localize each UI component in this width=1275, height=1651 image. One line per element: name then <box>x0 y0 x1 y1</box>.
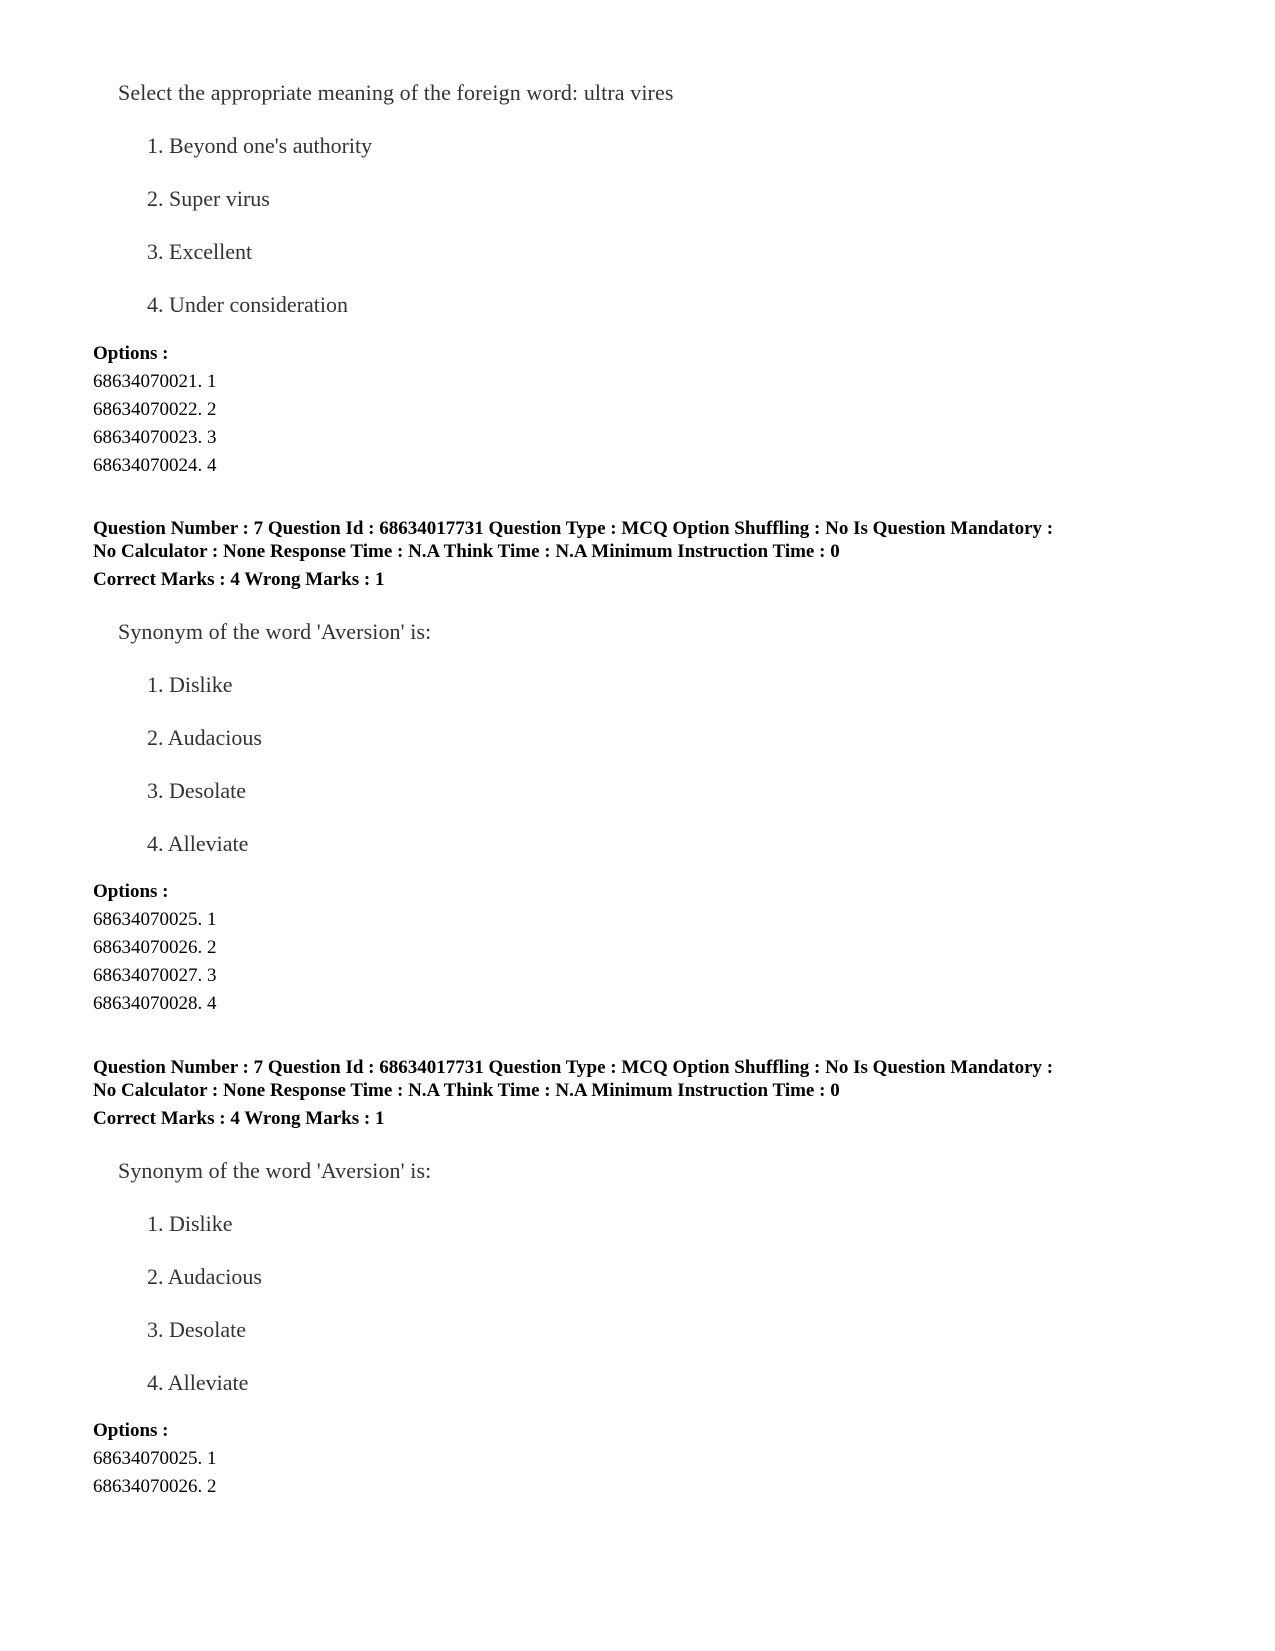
option-id: 68634070025. 1 <box>93 909 217 930</box>
question-choice: 1. Dislike <box>147 672 233 697</box>
options-label: Options : <box>93 343 169 364</box>
question-text: Synonym of the word 'Aversion' is: <box>118 1158 432 1183</box>
question-meta-line: No Calculator : None Response Time : N.A Think Time : N.A Minimum Instruction Time : 0 <box>93 541 840 562</box>
option-id: 68634070028. 4 <box>93 993 217 1014</box>
question-choice: 3. Excellent <box>147 239 253 264</box>
option-id: 68634070021. 1 <box>93 371 217 392</box>
options-label: Options : <box>93 1420 169 1441</box>
question-marks: Correct Marks : 4 Wrong Marks : 1 <box>93 1108 385 1129</box>
question-meta-line: Question Number : 7 Question Id : 68634017731 Question Type : MCQ Option Shuffling : No Is Question Mandatory : <box>93 518 1054 539</box>
question-choice: 2. Audacious <box>147 725 262 750</box>
question-choice: 4. Under consideration <box>147 292 348 317</box>
question-text: Synonym of the word 'Aversion' is: <box>118 619 432 644</box>
question-meta-line: Question Number : 7 Question Id : 68634017731 Question Type : MCQ Option Shuffling : No Is Question Mandatory : <box>93 1057 1054 1078</box>
option-id: 68634070025. 1 <box>93 1448 217 1469</box>
question-choice: 2. Audacious <box>147 1264 262 1289</box>
options-label: Options : <box>93 881 169 902</box>
option-id: 68634070026. 2 <box>93 937 217 958</box>
option-id: 68634070024. 4 <box>93 455 217 476</box>
question-meta-line: No Calculator : None Response Time : N.A Think Time : N.A Minimum Instruction Time : 0 <box>93 1080 840 1101</box>
question-choice: 3. Desolate <box>147 1317 246 1342</box>
option-id: 68634070022. 2 <box>93 399 217 420</box>
question-choice: 2. Super virus <box>147 186 270 211</box>
question-choice: 3. Desolate <box>147 778 246 803</box>
option-id: 68634070026. 2 <box>93 1476 217 1497</box>
question-choice: 4. Alleviate <box>147 1370 249 1395</box>
question-choice: 1. Beyond one's authority <box>147 133 373 158</box>
question-choice: 1. Dislike <box>147 1211 233 1236</box>
question-choice: 4. Alleviate <box>147 831 249 856</box>
option-id: 68634070023. 3 <box>93 427 217 448</box>
question-text: Select the appropriate meaning of the foreign word: ultra vires <box>118 80 674 105</box>
option-id: 68634070027. 3 <box>93 965 217 986</box>
question-marks: Correct Marks : 4 Wrong Marks : 1 <box>93 569 385 590</box>
